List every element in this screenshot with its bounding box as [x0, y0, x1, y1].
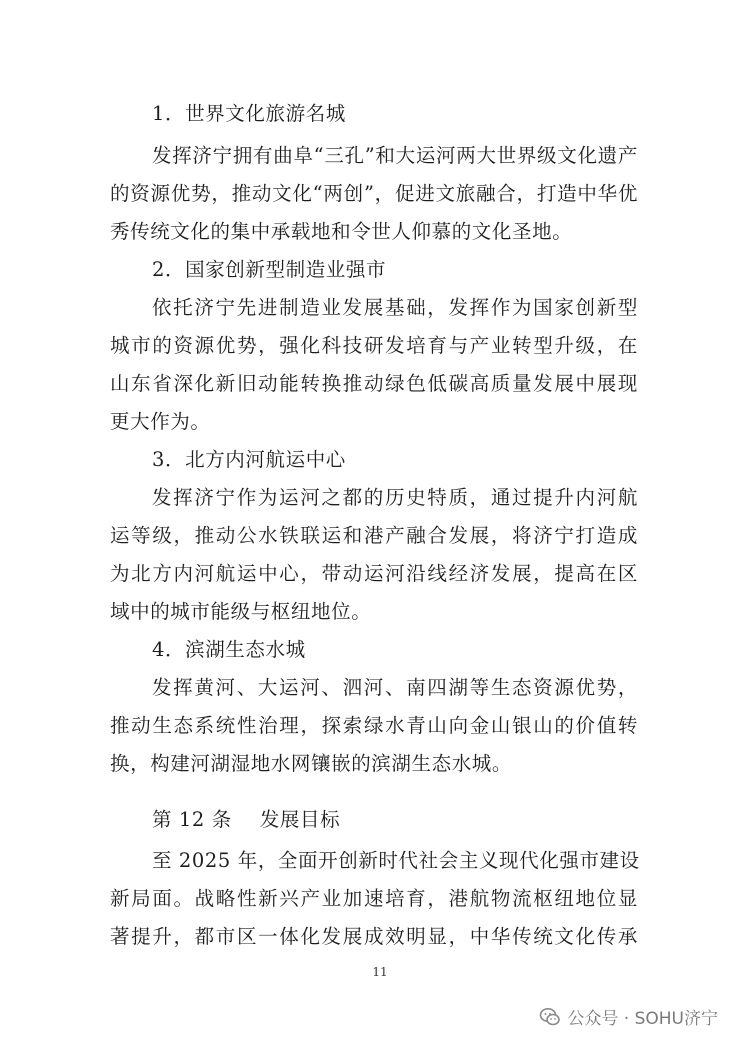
- article-title: 发展目标: [259, 808, 341, 831]
- paragraph-line: 更大作为。: [110, 410, 211, 433]
- paragraph-line: 为北方内河航运中心，带动运河沿线经济发展，提高在区: [110, 562, 638, 585]
- paragraph-line: 发挥济宁拥有曲阜“三孔”和大运河两大世界级文化遗产: [152, 144, 638, 167]
- paragraph-line: 换，构建河湖湿地水网镶嵌的滨湖生态水城。: [110, 752, 513, 775]
- paragraph-line: 新局面。战略性新兴产业加速培育，港航物流枢纽地位显: [110, 887, 638, 910]
- article-number: 第 12 条: [152, 808, 232, 831]
- watermark-text: 公众号 · SOHU济宁: [567, 1009, 718, 1029]
- paragraph-line: 山东省深化新旧动能转换推动绿色低碳高质量发展中展现: [110, 372, 638, 395]
- section-heading-2: 2．国家创新型制造业强市: [152, 258, 387, 281]
- paragraph-line: 发挥黄河、大运河、泗河、南四湖等生态资源优势，: [152, 676, 638, 699]
- section-heading-1: 1．世界文化旅游名城: [152, 102, 346, 125]
- wechat-icon: [539, 1006, 561, 1028]
- paragraph-line: 的资源优势，推动文化“两创”，促进文旅融合，打造中华优: [110, 182, 638, 205]
- paragraph-line: 秀传统文化的集中承载地和令世人仰慕的文化圣地。: [110, 220, 573, 243]
- section-heading-4: 4．滨湖生态水城: [152, 638, 306, 661]
- page-number: 11: [372, 965, 388, 979]
- paragraph-line: 著提升，都市区一体化发展成效明显，中华传统文化传承: [110, 925, 638, 948]
- paragraph-line: 依托济宁先进制造业发展基础，发挥作为国家创新型: [152, 296, 638, 319]
- paragraph-line: 至 2025 年，全面开创新时代社会主义现代化强市建设: [152, 849, 640, 872]
- paragraph-line: 城市的资源优势，强化科技研发培育与产业转型升级，在: [110, 334, 638, 357]
- paragraph-line: 发挥济宁作为运河之都的历史特质，通过提升内河航: [152, 486, 638, 509]
- paragraph-line: 推动生态系统性治理，探索绿水青山向金山银山的价值转: [110, 714, 638, 737]
- paragraph-line: 运等级，推动公水铁联运和港产融合发展，将济宁打造成: [110, 524, 638, 547]
- section-heading-3: 3．北方内河航运中心: [152, 448, 346, 471]
- paragraph-line: 域中的城市能级与枢纽地位。: [110, 600, 372, 623]
- watermark: [539, 1004, 718, 1029]
- article-heading: [152, 806, 680, 834]
